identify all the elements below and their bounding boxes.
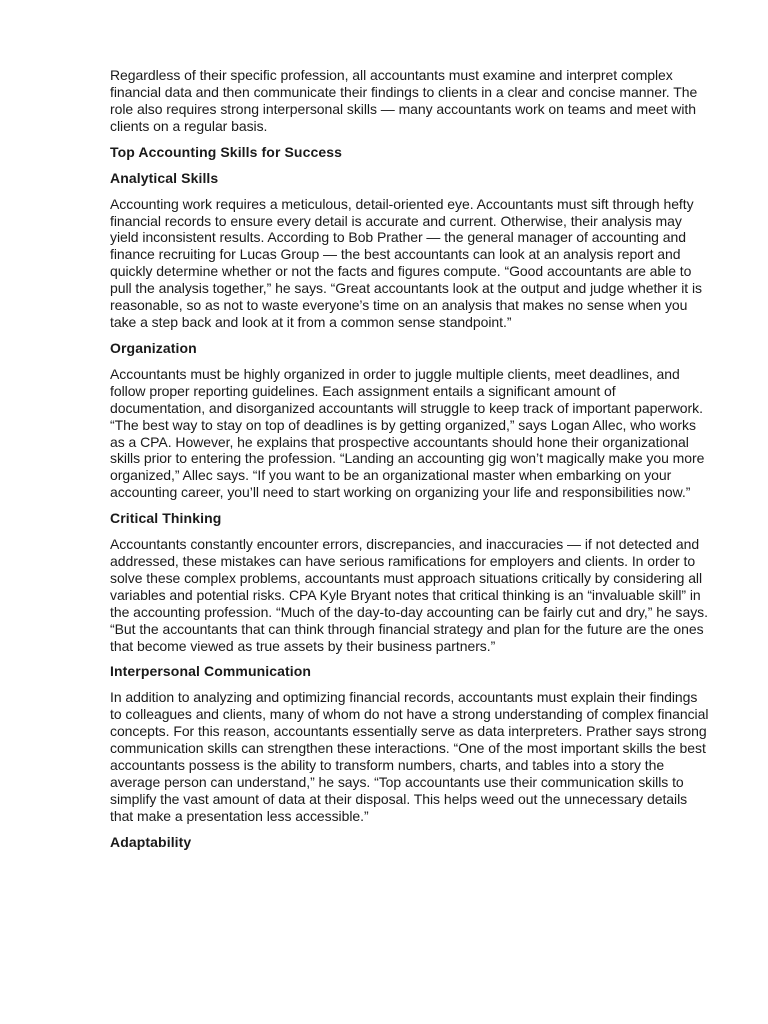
section-heading-organization: Organization bbox=[110, 339, 197, 356]
section-heading-adaptability: Adaptability bbox=[110, 833, 192, 850]
section-heading-critical-thinking: Critical Thinking bbox=[110, 510, 222, 527]
section-heading-interpersonal-communication: Interpersonal Communication bbox=[110, 663, 312, 680]
main-heading: Top Accounting Skills for Success bbox=[110, 143, 343, 160]
section-body-interpersonal-communication: In addition to analyzing and optimizing financial records, accountants must explain their findings to colleagues and clients, many of whom do not have a strong understanding of complex financial concepts. For this reason, accountants essentially serve as data interpreters. Prather says strong communication skills can strengthen these interactions. “One of the most important skills the best accountants possess is the ability to transform numbers, charts, and tables into a story the average person can understand,” he says. “Top accountants use their communication skills to simplify the vast amount of data at their disposal. This helps weed out the unnecessary details that make a presentation less accessible.” bbox=[110, 689, 709, 824]
intro-paragraph: Regardless of their specific profession, all accountants must examine and interpret complex financial data and then communicate their findings to clients in a clear and concise manner. The role also requires strong interpersonal skills — many accountants work on teams and meet with clients on a regular basis. bbox=[110, 67, 698, 134]
document-page bbox=[110, 67, 710, 860]
section-heading-analytical-skills: Analytical Skills bbox=[110, 169, 219, 186]
section-body-organization: Accountants must be highly organized in order to juggle multiple clients, meet deadlines, and follow proper reporting guidelines. Each assignment entails a significant amount of documentation, and disorganized accountants will struggle to keep track of important paperwork. “The best way to stay on top of deadlines is by getting organized,” says Logan Allec, who works as a CPA. However, he explains that prospective accountants should hone their organizational skills prior to entering the profession. “Landing an accounting gig won’t magically make you more organized,” Allec says. “If you want to be an organizational master when embarking on your accounting career, you’ll need to start working on organizing your life and responsibilities now.” bbox=[110, 365, 705, 501]
section-body-critical-thinking: Accountants constantly encounter errors, discrepancies, and inaccuracies — if not detected and addressed, these mistakes can have serious ramifications for employers and clients. In order to solve these complex problems, accountants must approach situations critically by considering all variables and potential risks. CPA Kyle Bryant notes that critical thinking is an “invaluable skill” in the accounting profession. “Much of the day-to-day accounting can be fairly cut and dry,” he says. “But the accountants that can think through financial strategy and plan for the future are the ones that become viewed as true assets by their business partners.” bbox=[110, 536, 708, 654]
section-body-analytical-skills: Accounting work requires a meticulous, detail-oriented eye. Accountants must sift through hefty financial records to ensure every detail is accurate and current. Otherwise, their analysis may yield inconsistent results. According to Bob Prather — the general manager of accounting and finance recruiting for Lucas Group — the best accountants can look at an analysis report and quickly determine whether or not the facts and figures compute. “Good accountants are able to pull the analysis together,” he says. “Great accountants look at the output and judge whether it is reasonable, so as not to waste everyone’s time on an analysis that makes no sense when you take a step back and look at it from a common sense standpoint.” bbox=[110, 195, 702, 330]
